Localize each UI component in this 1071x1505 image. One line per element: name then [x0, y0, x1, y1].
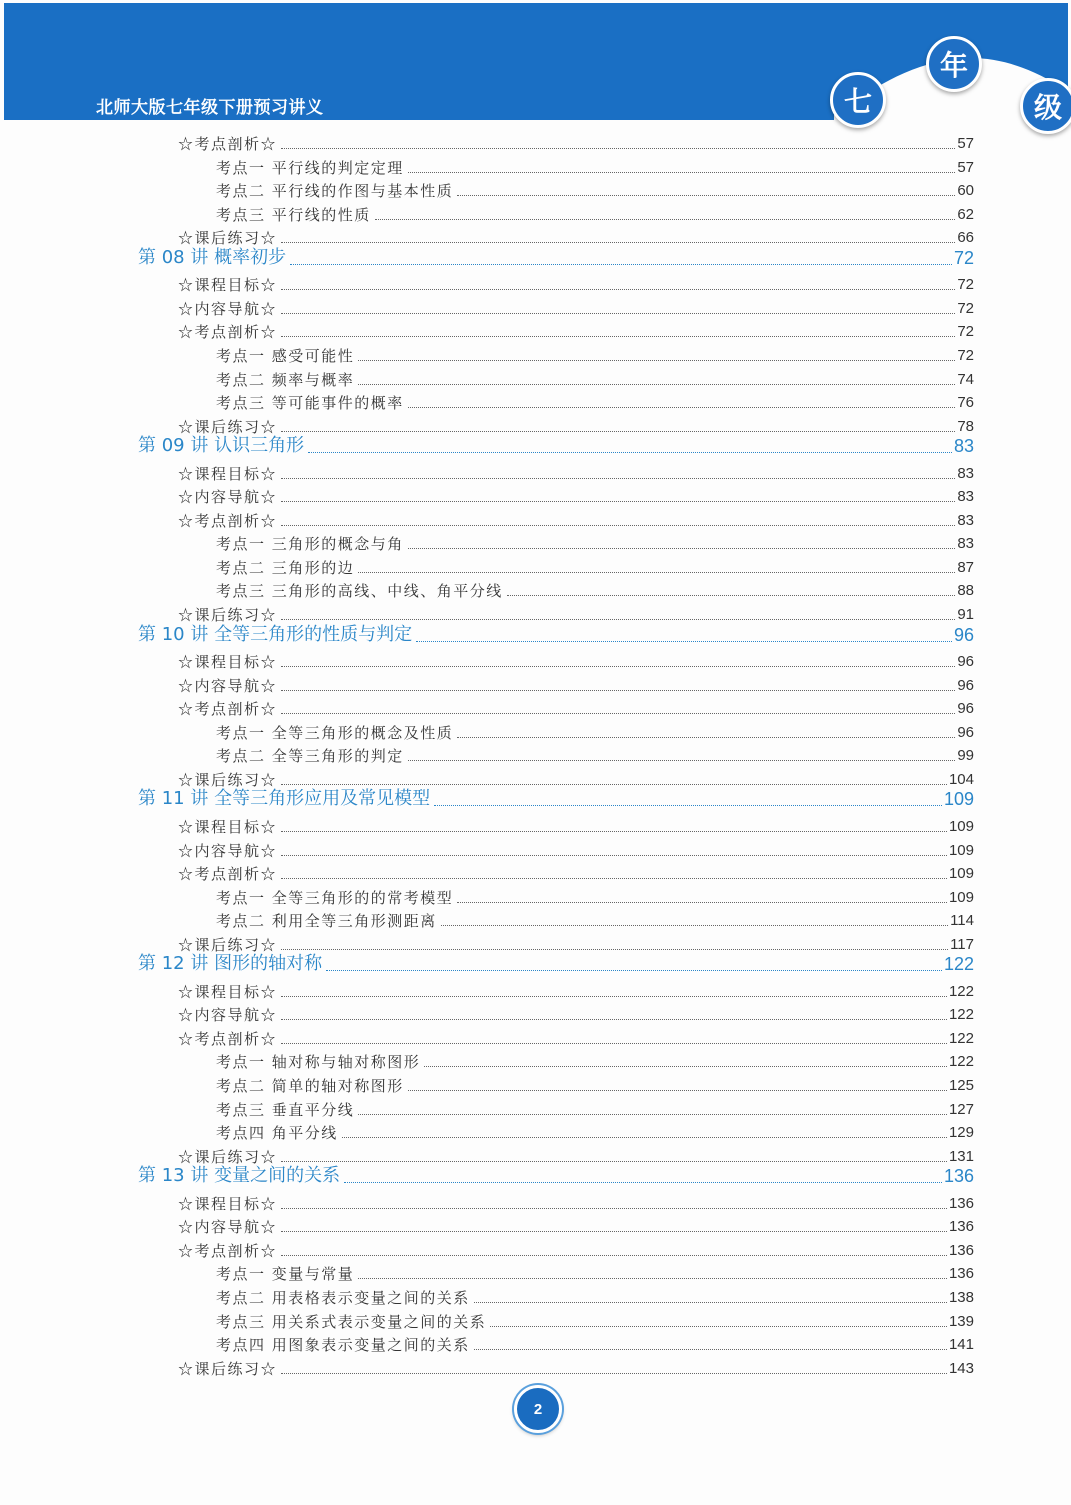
toc-entry-label: ☆考点剖析☆ — [178, 1029, 278, 1048]
toc-entry-page: 138 — [948, 1288, 974, 1306]
toc-leader-dots — [281, 242, 955, 243]
toc-leader-dots — [326, 970, 942, 971]
toc-entry-page: 83 — [957, 464, 974, 482]
toc-leader-dots — [281, 289, 955, 290]
toc-entry-page: 109 — [948, 888, 974, 906]
toc-point-entry[interactable] — [216, 1119, 974, 1142]
toc-point-entry[interactable] — [216, 201, 974, 224]
toc-entry-page: 83 — [953, 436, 974, 457]
toc-leader-dots — [358, 1114, 947, 1115]
toc-entry-page: 104 — [948, 770, 974, 788]
toc-entry-label: ☆内容导航☆ — [178, 1218, 278, 1237]
toc-leader-dots — [281, 713, 955, 714]
toc-entry-label: 考点二 三角形的边 — [216, 558, 355, 577]
toc-entry-label: ☆内容导航☆ — [178, 299, 278, 318]
toc-leader-dots — [281, 1255, 947, 1256]
toc-leader-dots — [457, 737, 955, 738]
toc-section-entry[interactable] — [178, 507, 974, 530]
toc-entry-page: 96 — [957, 700, 974, 718]
toc-entry-page: 99 — [957, 747, 974, 765]
toc-section-entry[interactable] — [178, 766, 974, 789]
toc-entry-label: 考点一 全等三角形的概念及性质 — [216, 723, 454, 742]
toc-leader-dots — [281, 690, 955, 691]
toc-entry-page: 60 — [957, 182, 974, 200]
toc-point-entry[interactable] — [216, 884, 974, 907]
toc-entry-page: 131 — [948, 1147, 974, 1165]
toc-entry-page: 72 — [957, 276, 974, 294]
toc-entry-label: ☆课后练习☆ — [178, 1147, 278, 1166]
toc-leader-dots — [281, 1043, 947, 1044]
toc-lesson-entry[interactable] — [138, 1164, 974, 1187]
toc-point-entry[interactable] — [216, 177, 974, 200]
toc-section-entry[interactable] — [178, 271, 974, 294]
toc-entry-page: 72 — [957, 323, 974, 341]
toc-leader-dots — [408, 172, 956, 173]
toc-entry-page: 72 — [957, 299, 974, 317]
toc-section-entry[interactable] — [178, 931, 974, 954]
toc-leader-dots — [281, 1208, 947, 1209]
toc-lesson-entry[interactable] — [138, 952, 974, 975]
toc-entry-label: 考点三 用关系式表示变量之间的关系 — [216, 1312, 487, 1331]
toc-leader-dots — [281, 831, 947, 832]
toc-entry-page: 83 — [957, 488, 974, 506]
toc-point-entry[interactable] — [216, 389, 974, 412]
toc-leader-dots — [375, 219, 956, 220]
toc-entry-page: 122 — [943, 954, 974, 975]
toc-leader-dots — [281, 478, 955, 479]
toc-point-entry[interactable] — [216, 1284, 974, 1307]
toc-section-entry[interactable] — [178, 837, 974, 860]
toc-entry-page: 136 — [948, 1218, 974, 1236]
toc-entry-page: 57 — [957, 158, 974, 176]
page-number: 2 — [514, 1385, 562, 1433]
toc-entry-page: 62 — [957, 205, 974, 223]
toc-entry-page: 87 — [957, 558, 974, 576]
toc-lesson-entry[interactable] — [138, 623, 974, 646]
toc-lesson-entry[interactable] — [138, 434, 974, 457]
toc-leader-dots — [457, 195, 955, 196]
toc-leader-dots — [308, 452, 952, 453]
toc-section-entry[interactable] — [178, 601, 974, 624]
toc-entry-label: 考点三 平行线的性质 — [216, 205, 371, 224]
toc-entry-label: 考点二 用表格表示变量之间的关系 — [216, 1288, 470, 1307]
toc-entry-page: 141 — [948, 1336, 974, 1354]
toc-leader-dots — [408, 760, 956, 761]
toc-entry-page: 136 — [948, 1194, 974, 1212]
toc-leader-dots — [281, 949, 948, 950]
toc-point-entry[interactable] — [216, 1308, 974, 1331]
toc-entry-page: 76 — [957, 394, 974, 412]
toc-leader-dots — [507, 595, 956, 596]
toc-leader-dots — [408, 407, 956, 408]
toc-section-entry[interactable] — [178, 860, 974, 883]
toc-entry-page: 127 — [948, 1100, 974, 1118]
toc-point-entry[interactable] — [216, 1048, 974, 1071]
toc-entry-page: 96 — [957, 723, 974, 741]
toc-entry-label: ☆课后练习☆ — [178, 770, 278, 789]
toc-entry-label: ☆课程目标☆ — [178, 653, 278, 672]
toc-entry-page: 88 — [957, 582, 974, 600]
toc-entry-page: 74 — [957, 370, 974, 388]
toc-entry-label: 考点三 垂直平分线 — [216, 1100, 355, 1119]
toc-entry-label: ☆课后练习☆ — [178, 606, 278, 624]
toc-entry-label: ☆内容导航☆ — [178, 676, 278, 695]
toc-leader-dots — [281, 1231, 947, 1232]
toc-entry-page: 117 — [950, 935, 974, 953]
toc-entry-label: 第 10 讲 全等三角形的性质与判定 — [138, 623, 413, 645]
toc-entry-page: 139 — [948, 1312, 974, 1330]
toc-entry-page: 109 — [948, 841, 974, 859]
toc-leader-dots — [358, 572, 955, 573]
toc-entry-label: 考点三 等可能事件的概率 — [216, 394, 404, 413]
toc-entry-page: 143 — [948, 1359, 974, 1377]
toc-entry-page: 78 — [957, 417, 974, 435]
toc-leader-dots — [281, 784, 947, 785]
toc-section-entry[interactable] — [178, 483, 974, 506]
book-title: 北师大版七年级下册预习讲义 — [96, 98, 324, 118]
toc-entry-page: 83 — [957, 511, 974, 529]
toc-entry-label: 考点二 平行线的作图与基本性质 — [216, 182, 454, 201]
toc-entry-label: ☆课后练习☆ — [178, 417, 278, 436]
toc-leader-dots — [342, 1137, 947, 1138]
toc-section-entry[interactable] — [178, 1355, 974, 1378]
toc-point-entry[interactable] — [216, 1331, 974, 1354]
toc-entry-label: 第 13 讲 变量之间的关系 — [138, 1165, 341, 1187]
toc-entry-page: 125 — [948, 1077, 974, 1094]
toc-entry-label: 第 11 讲 全等三角形应用及常见模型 — [138, 788, 431, 810]
toc-entry-page: 122 — [948, 982, 974, 1000]
toc-entry-label: 考点一 三角形的概念与角 — [216, 535, 404, 554]
toc-entry-label: ☆课程目标☆ — [178, 817, 278, 836]
toc-entry-page: 96 — [957, 653, 974, 671]
toc-entry-label: ☆考点剖析☆ — [178, 511, 278, 530]
toc-section-entry[interactable] — [178, 224, 974, 247]
toc-entry-label: ☆考点剖析☆ — [178, 1241, 278, 1260]
toc-section-entry[interactable] — [178, 460, 974, 483]
toc-leader-dots — [281, 878, 947, 879]
toc-entry-label: ☆考点剖析☆ — [178, 135, 278, 153]
toc-leader-dots — [290, 264, 952, 265]
toc-leader-dots — [408, 1090, 947, 1091]
toc-entry-label: 考点一 轴对称与轴对称图形 — [216, 1053, 421, 1072]
toc-point-entry[interactable] — [216, 577, 974, 600]
toc-leader-dots — [490, 1326, 947, 1327]
toc-section-entry[interactable] — [178, 1190, 974, 1213]
toc-leader-dots — [281, 996, 947, 997]
toc-entry-label: 考点二 利用全等三角形测距离 — [216, 912, 437, 931]
grade-badge-qi: 七 — [830, 72, 886, 128]
toc-entry-page: 72 — [957, 346, 974, 364]
toc-section-entry[interactable] — [178, 1001, 974, 1024]
toc-point-entry[interactable] — [216, 742, 974, 765]
toc-leader-dots — [441, 925, 948, 926]
toc-leader-dots — [474, 1349, 947, 1350]
toc-entry-label: ☆内容导航☆ — [178, 1006, 278, 1025]
toc-entry-label: 考点四 用图象表示变量之间的关系 — [216, 1336, 470, 1355]
toc-entry-page: 109 — [943, 789, 974, 810]
toc-entry-label: ☆考点剖析☆ — [178, 865, 278, 884]
toc-entry-label: 考点三 三角形的高线、中线、角平分线 — [216, 582, 503, 601]
toc-entry-label: ☆内容导航☆ — [178, 488, 278, 507]
toc-entry-label: ☆考点剖析☆ — [178, 323, 278, 342]
toc-entry-label: 考点一 全等三角形的的常考模型 — [216, 888, 454, 907]
toc-entry-page: 96 — [957, 676, 974, 694]
toc-leader-dots — [281, 501, 955, 502]
toc-leader-dots — [281, 336, 955, 337]
toc-leader-dots — [281, 619, 955, 620]
toc-leader-dots — [281, 148, 955, 149]
toc-leader-dots — [358, 384, 955, 385]
toc-point-entry[interactable] — [216, 530, 974, 553]
toc-section-entry[interactable] — [178, 978, 974, 1001]
toc-entry-page: 136 — [943, 1166, 974, 1187]
toc-point-entry[interactable] — [216, 554, 974, 577]
toc-point-entry[interactable] — [216, 907, 974, 930]
toc-entry-label: 第 12 讲 图形的轴对称 — [138, 953, 323, 975]
toc-entry-page: 96 — [953, 624, 974, 645]
toc-section-entry[interactable] — [178, 1213, 974, 1236]
toc-section-entry[interactable] — [178, 413, 974, 436]
toc-leader-dots — [344, 1182, 942, 1183]
toc-leader-dots — [281, 525, 955, 526]
toc-leader-dots — [281, 431, 955, 432]
toc-section-entry[interactable] — [178, 295, 974, 318]
toc-leader-dots — [474, 1302, 947, 1303]
toc-entry-label: 考点二 全等三角形的判定 — [216, 747, 404, 766]
toc-entry-page: 91 — [957, 606, 974, 623]
toc-entry-page: 136 — [948, 1241, 974, 1259]
toc-point-entry[interactable] — [216, 719, 974, 742]
toc-entry-page: 72 — [953, 247, 974, 268]
toc-leader-dots — [424, 1066, 947, 1067]
toc-entry-page: 114 — [950, 912, 974, 930]
toc-section-entry[interactable] — [178, 1237, 974, 1260]
toc-entry-label: 第 09 讲 认识三角形 — [138, 435, 305, 457]
toc-entry-page: 83 — [957, 535, 974, 553]
toc-entry-label: ☆课后练习☆ — [178, 935, 278, 954]
toc-leader-dots — [358, 360, 955, 361]
toc-entry-page: 66 — [957, 229, 974, 247]
toc-entry-page: 136 — [948, 1265, 974, 1283]
toc-entry-page: 109 — [948, 817, 974, 835]
toc-point-entry[interactable] — [216, 154, 974, 177]
toc-entry-page: 122 — [948, 1029, 974, 1047]
toc-entry-label: 考点一 感受可能性 — [216, 346, 355, 365]
toc-section-entry[interactable] — [178, 672, 974, 695]
toc-entry-label: 考点一 平行线的判定定理 — [216, 158, 404, 177]
toc-entry-label: 考点四 角平分线 — [216, 1124, 338, 1143]
toc-point-entry[interactable] — [216, 342, 974, 365]
grade-badge-ji: 级 — [1020, 78, 1071, 134]
toc-leader-dots — [358, 1278, 947, 1279]
toc-section-entry[interactable] — [178, 1025, 974, 1048]
toc-entry-page: 57 — [957, 135, 974, 152]
toc-entry-label: ☆课程目标☆ — [178, 1194, 278, 1213]
toc-point-entry[interactable] — [216, 1096, 974, 1119]
toc-leader-dots — [281, 855, 947, 856]
toc-entry-label: ☆课程目标☆ — [178, 464, 278, 483]
toc-entry-label: 第 08 讲 概率初步 — [138, 246, 287, 268]
toc-leader-dots — [281, 313, 955, 314]
toc-lesson-entry[interactable] — [138, 787, 974, 810]
toc-point-entry[interactable] — [216, 366, 974, 389]
toc-entry-label: 考点二 简单的轴对称图形 — [216, 1077, 404, 1095]
toc-leader-dots — [408, 548, 956, 549]
toc-section-entry[interactable] — [178, 1143, 974, 1166]
toc-lesson-entry[interactable] — [138, 246, 974, 269]
toc-section-entry[interactable] — [178, 130, 974, 153]
toc-leader-dots — [434, 805, 942, 806]
header-band — [4, 3, 1068, 120]
toc-entry-label: 考点二 频率与概率 — [216, 370, 355, 389]
toc-entry-page: 122 — [948, 1006, 974, 1024]
toc-entry-label: ☆课程目标☆ — [178, 276, 278, 295]
toc-leader-dots — [416, 641, 952, 642]
toc-section-entry[interactable] — [178, 318, 974, 341]
toc-entry-label: ☆课后练习☆ — [178, 229, 278, 248]
toc-entry-page: 109 — [948, 865, 974, 883]
toc-section-entry[interactable] — [178, 813, 974, 836]
toc-entry-label: ☆课程目标☆ — [178, 982, 278, 1001]
toc-section-entry[interactable] — [178, 648, 974, 671]
toc-section-entry[interactable] — [178, 695, 974, 718]
toc-leader-dots — [281, 1019, 947, 1020]
toc-entry-label: ☆内容导航☆ — [178, 841, 278, 860]
grade-badge-nian: 年 — [926, 36, 982, 92]
toc-leader-dots — [281, 1161, 947, 1162]
toc-entry-page: 122 — [948, 1053, 974, 1071]
toc-leader-dots — [281, 666, 955, 667]
toc-leader-dots — [457, 902, 947, 903]
toc-entry-label: ☆课后练习☆ — [178, 1359, 278, 1378]
toc-point-entry[interactable] — [216, 1260, 974, 1283]
toc-entry-label: ☆考点剖析☆ — [178, 700, 278, 719]
toc-point-entry[interactable] — [216, 1072, 974, 1095]
toc-entry-page: 129 — [948, 1124, 974, 1142]
toc-entry-label: 考点一 变量与常量 — [216, 1265, 355, 1284]
toc-leader-dots — [281, 1373, 947, 1374]
